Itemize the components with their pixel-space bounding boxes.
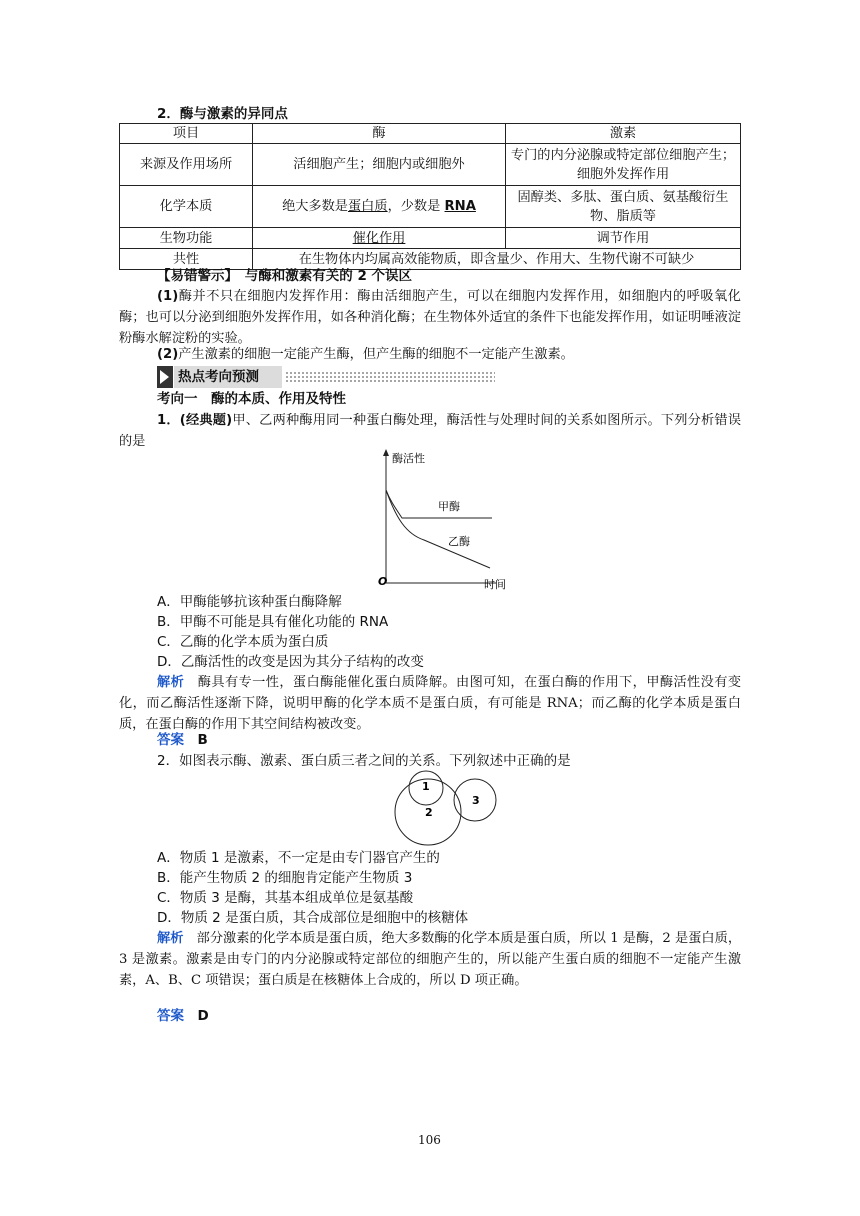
q2-option-a: A．物质 1 是激素，不一定是由专门器官产生的 — [157, 850, 440, 866]
page-number: 106 — [418, 1133, 441, 1147]
q1-option-a: A．甲酶能够抗该种蛋白酶降解 — [157, 594, 342, 610]
analysis-label: 解析 — [157, 931, 184, 946]
circle-3-label: 3 — [472, 794, 480, 807]
banner-label: 热点考向预测 — [174, 366, 282, 388]
circle-1-label: 1 — [422, 780, 430, 793]
enzyme-underline: 催化作用 — [352, 230, 406, 246]
analysis-label: 解析 — [157, 675, 185, 690]
enzyme-activity-graph — [376, 448, 516, 593]
enzyme-text: ，少数是 — [387, 199, 445, 214]
q2-answer: 答案 D — [157, 1008, 209, 1024]
hormone-cell: 专门的内分泌腺或特定部位细胞产生；细胞外发挥作用 — [506, 144, 741, 186]
enzyme-cell — [253, 228, 506, 249]
y-axis-label: 酶活性 — [392, 452, 425, 465]
q2-analysis: 解析 部分激素的化学本质是蛋白质，绝大多数酶的化学本质是蛋白质，所以 1 是酶，2 是蛋白质，3 是激素。激素是由专门的内分泌腺或特定部位的细胞产生的，所以能产生蛋白质的细胞不一定能产生激素，A、B、C 项错误；蛋白质是在核糖体上合成的，所以 D 项正确。 — [119, 931, 742, 988]
hormone-cell: 固醇类、多肽、蛋白质、氨基酸衍生物、脂质等 — [506, 186, 741, 228]
warning-paragraph-2: (2)产生激素的细胞一定能产生酶，但产生酶的细胞不一定能产生激素。 — [157, 347, 574, 362]
row-label: 生物功能 — [120, 228, 253, 249]
q2-option-b: B．能产生物质 2 的细胞肯定能产生物质 3 — [157, 870, 413, 886]
row-label: 共性 — [120, 249, 253, 270]
banner-arrow-icon — [157, 366, 173, 388]
table-header-row — [120, 124, 741, 144]
warning-title: 【易错警示】 与酶和激素有关的 2 个误区 — [157, 268, 413, 284]
q2-option-c: C．物质 3 是酶，其基本组成单位是氨基酸 — [157, 890, 414, 906]
enzyme-yi-label: 乙酶 — [448, 535, 470, 548]
venn-diagram — [388, 768, 500, 848]
enzyme-underline-rna: RNA — [444, 199, 476, 214]
row-label: 化学本质 — [120, 186, 253, 228]
y-axis-arrow-icon — [383, 449, 389, 456]
topic-heading: 考向一 酶的本质、作用及特性 — [157, 391, 346, 407]
q2-stem: 2．如图表示酶、激素、蛋白质三者之间的关系。下列叙述中正确的是 — [157, 753, 571, 769]
enzyme-cell — [253, 186, 506, 228]
origin-label: O — [378, 575, 388, 588]
common-cell: 在生物体内均属高效能物质，即含量少、作用大、生物代谢不可缺少 — [253, 249, 741, 270]
q1-option-b: B．甲酶不可能是具有催化功能的 RNA — [157, 614, 389, 630]
table-row — [120, 186, 741, 228]
answer-label: 答案 — [157, 1008, 184, 1024]
enzyme-text: 绝大多数是 — [282, 199, 348, 214]
q1-option-c: C．乙酶的化学本质为蛋白质 — [157, 634, 329, 650]
q1-analysis: 解析 酶具有专一性，蛋白酶能催化蛋白质降解。由图可知，在蛋白酶的作用下，甲酶活性没有变化，而乙酶活性逐渐下降，说明甲酶的化学本质不是蛋白质，有可能是 RNA；而乙酶的化学本质是蛋白质，在蛋白酶的作用下其空间结构被改变。 — [119, 675, 742, 732]
warning-paragraph-1: (1)酶并不只在细胞内发挥作用：酶由活细胞产生，可以在细胞内发挥作用，如细胞内的呼吸氧化酶；也可以分泌到细胞外发挥作用，如各种消化酶；在生物体外适宜的条件下也能发挥作用，如证明唾液淀粉酶水解淀粉的实验。 — [119, 289, 741, 346]
header-enzyme: 酶 — [253, 124, 506, 144]
comparison-table — [119, 123, 741, 270]
q1-stem: 1．(经典题)甲、乙两种酶用同一种蛋白酶处理，酶活性与处理时间的关系如图所示。下列分析错误的是 — [119, 413, 742, 449]
enzyme-underline-protein: 蛋白质 — [348, 199, 388, 214]
header-item: 项目 — [120, 124, 253, 144]
answer-label: 答案 — [157, 732, 184, 748]
section-banner — [157, 366, 497, 388]
row-label: 来源及作用场所 — [120, 144, 253, 186]
banner-dots — [285, 371, 495, 383]
x-axis-label: 时间 — [484, 578, 506, 591]
table-row — [120, 144, 741, 186]
circle-2-label: 2 — [425, 806, 433, 819]
enzyme-cell: 活细胞产生；细胞内或细胞外 — [253, 144, 506, 186]
table-row — [120, 228, 741, 249]
section-title: 2．酶与激素的异同点 — [157, 106, 288, 122]
q2-option-d: D．物质 2 是蛋白质，其合成部位是细胞中的核糖体 — [157, 910, 469, 926]
enzyme-jia-label: 甲酶 — [438, 500, 460, 513]
header-hormone: 激素 — [506, 124, 741, 144]
q1-option-d: D．乙酶活性的改变是因为其分子结构的改变 — [157, 654, 424, 670]
hormone-cell: 调节作用 — [506, 228, 741, 249]
q1-answer: 答案 B — [157, 732, 208, 748]
